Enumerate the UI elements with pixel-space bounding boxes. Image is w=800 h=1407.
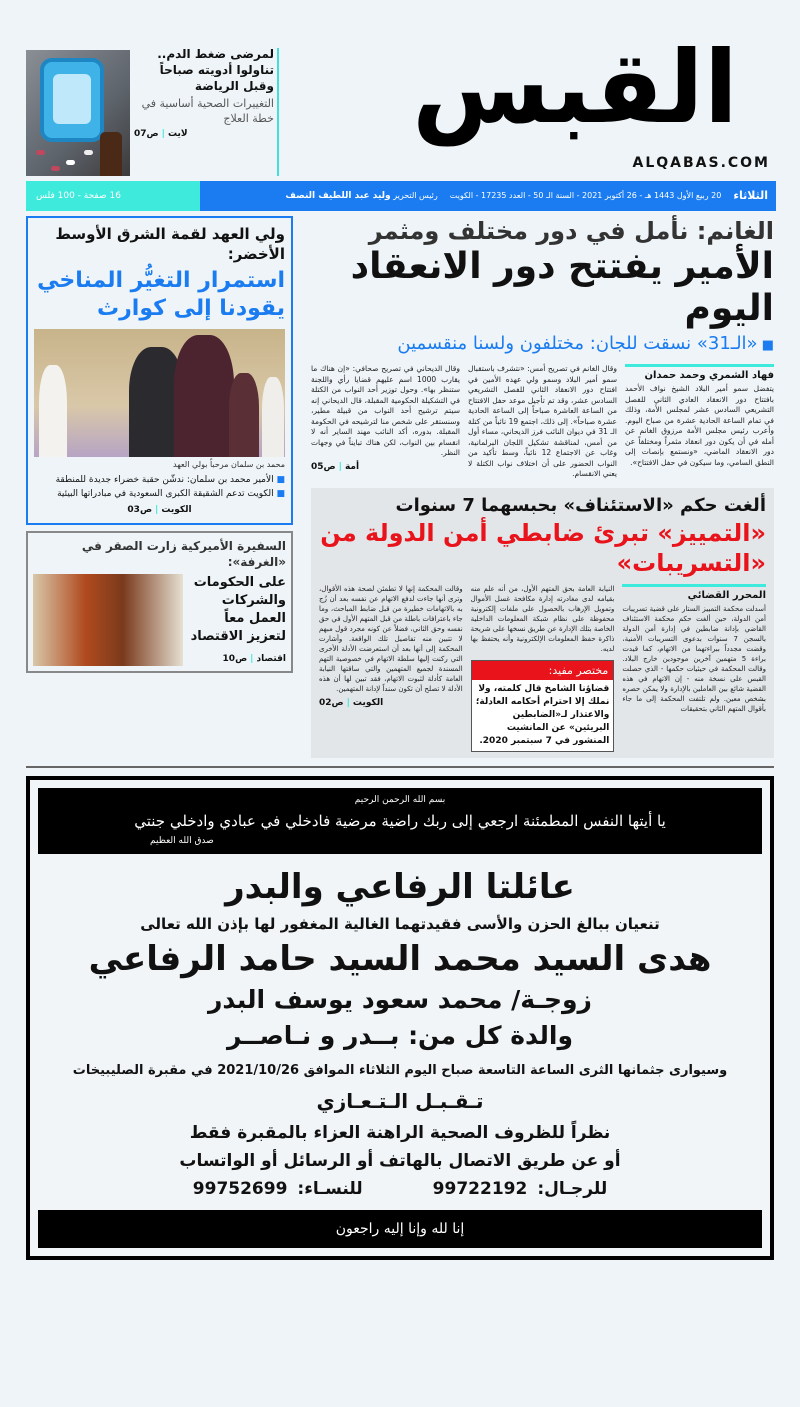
contact-phones <box>38 1178 762 1200</box>
promo-title-3: وقبل الرياضة <box>194 79 274 93</box>
court-page: ص02 <box>318 697 344 708</box>
lead-byline: فهاد الشمري وحمد حمدان <box>625 364 774 382</box>
issue-date: 20 ربيع الأول 1443 هـ - 26 أكتوبر 2021 - السنة الـ 50 - العدد 17235 - الكويت <box>449 191 722 200</box>
section-divider <box>26 766 774 768</box>
court-byline: المحرر القضائي <box>622 584 766 602</box>
closing-verse: إنا لله وإنا إليه راجعون <box>335 1220 465 1237</box>
verse-band <box>38 788 762 854</box>
climate-story[interactable]: ولي العهد لقمة الشرق الأوسط الأخضر: استمرار التغيُّر المناخي يقودنا إلى كوارث محمد بن سلمان مرحباً بولي العهد ■ الأمير محمد بن سلمان: ندشّن حقبة خضراء جديدة للمنطقة ■ الكويت تدعم الشقيقة الكبرى السعودية في مبادراتها البيئية الكويت|ص03 <box>26 216 293 525</box>
lead-headline[interactable]: الأمير يفتتح دور الانعقاد اليوم <box>350 246 774 329</box>
court-story[interactable] <box>311 488 774 758</box>
editor-label: رئيس التحرير <box>393 191 438 200</box>
men-label: للرجـال: <box>537 1178 608 1199</box>
court-headline[interactable]: «التمييز» تبرئ ضابطي أمن الدولة من «التسريبات» <box>320 518 766 577</box>
climate-caption: محمد بن سلمان مرحباً بولي العهد <box>173 460 285 469</box>
brief-box <box>471 660 615 752</box>
climate-bullet-1[interactable]: ■ الأمير محمد بن سلمان: ندشّن حقبة خضراء جديدة للمنطقة <box>34 474 285 486</box>
main-column <box>311 216 774 758</box>
condolences-heading: تـقـبـل الـتـعـازي <box>316 1088 484 1113</box>
burial-info: وسيوارى جثمانها الثرى الساعة التاسعة صباح اليوم الثلاثاء الموافق 2021/10/26 في مقبرة الصليبيخات <box>72 1062 728 1078</box>
lead-section: أمة <box>344 461 360 472</box>
mourn-text: تنعيان ببالغ الحزن والأسى فقيدتهما الغالية المغفور لها بإذن الله تعالى <box>140 914 660 933</box>
men-phone[interactable]: 99722192 <box>432 1178 528 1199</box>
verse-reference: صدق الله العظيم <box>150 835 214 846</box>
brief-text: قضاؤنا الشامخ قال كلمته، ولا نملك إلا احترام أحكامه العادلة؛ والاعتذار لـ«الضابطين البريئين» عن المانشيت المنشور في 7 سبتمبر 2020. <box>475 683 610 746</box>
condolence-note-1: نظراً للظروف الصحية الراهنة العزاء بالمقبرة فقط <box>189 1122 611 1143</box>
women-label: للنسـاء: <box>297 1178 363 1199</box>
site-url[interactable]: ALQABAS.COM <box>632 155 770 171</box>
court-kicker: ألغت حكم «الاستئناف» بحبسهما 7 سنوات <box>395 494 766 516</box>
women-phone[interactable]: 99752699 <box>192 1178 288 1199</box>
climate-section: الكويت <box>161 505 192 515</box>
ambassador-photo[interactable] <box>33 574 183 666</box>
climate-photo[interactable] <box>34 329 285 457</box>
court-column-3: وقالت المحكمة إنها لا تطمئن لصحة هذه الأقوال، وترى أنها جاءت لدفع الاتهام عن نفسه بعد أن زُج به بالاتهامات خطيرة من قبل ضابط المباحث، وما جاء باعترافات باطلة من قبل المتهم الأول في حق نفسه وحق الثاني، فضلاً عن كونه مجرد قول مبهم لا تتبين منه تفاصيل تلك الواقعة. وأشارت المحكمة إلى أنها بعد أن استعرضت الأدلة الأخرى التي ركنت إليها سلطة الاتهام في خصوصية التهم المسندة لجميع المتهمين والتي ساقتها النيابة العامة كأدلة لثبوت الاتهام، فقد تبين لها أن هذه الأدلة لا تصلح أن تكون سنداً لإدانة المتهمين. <box>318 584 463 693</box>
climate-kicker: ولي العهد لقمة الشرق الأوسط الأخضر: <box>55 225 285 263</box>
promo-title-2: تناولوا أدويته صباحاً <box>159 63 274 77</box>
pages-price: 16 صفحة - 100 فلس <box>26 181 200 211</box>
lead-kicker: الغانم: نأمل في دور مختلف ومثمر <box>368 217 774 245</box>
info-bar <box>200 181 776 211</box>
promo-title-1: لمرضى ضغط الدم.. <box>157 47 274 61</box>
left-column <box>26 216 293 673</box>
families: عائلتا الرفاعي والبدر <box>225 866 575 907</box>
basmala: بسم الله الرحمن الرحيم <box>354 794 446 805</box>
promo-page: ص07 <box>134 129 159 139</box>
page-body <box>26 216 774 1260</box>
climate-page: ص03 <box>127 505 153 515</box>
court-columns: المحرر القضائي أسدلت محكمة التمييز الستار على قضية تسريبات أمن الدولة، حين ألغت حكم محكمة الاستئناف القاضي بإدانة ضابطين في إدارة أمن الدولة بالسجن 7 سنوات بدعوى التسريبات الأمنية، وقضت مجدداً ببراءتهما من الاتهام، كما قيدت براءة 5 متهمين آخرين موجودين خارج البلاد. وقالت المحكمة في حيثيات حكمها - الذي حصلت القبس على نسخة منه - إن الاتهام في هذه القضية شائع بين العاملين بالإدارة ولا يمكن حصره بشخص معين. ولم تلتفت المحكمة إلى ما جاء بأقوال المتهم الثاني بتحقيقات النيابة العامة بحق المتهم الأول، من أنه علم منه بقيامه لدى مغادرته إدارة مكافحة غسل الأموال وتمويل الإرهاب بالحصول على ملفات إلكترونية محفوظة على نظام شبكة المعلومات الداخلية الخاصة بتلك الإدارة عن طريق نسخها على شريحة ذاكرة حفظ المعلومات الإلكترونية وأنه يحتفظ بها لديه. مختصر مفيد: قضاؤنا الشامخ قال كلمته، ولا نملك إلا احترام أحكامه العادلة؛ والاعتذار لـ«الضابطين البريئين» عن المانشيت المنشور في 7 سبتمبر 2020. وقالت المحكمة إنها لا تطمئن لصحة هذه الأقوال، وترى أنها جاءت لدفع الاتهام عن نفسه بعد أن زُج به بالاتهامات خطيرة من قبل ضابط المباحث، وما جاء باعترافات باطلة من قبل المتهم الأول في حق نفسه وحق الثاني، فضلاً عن كونه مجرد قول مبهم لا تتبين منه تفاصيل تلك الواقعة. وأشارت المحكمة إلى أنها بعد أن استعرضت الأدلة الأخرى التي ركنت إليها سلطة الاتهام في خصوصية التهم المسندة لجميع المتهمين والتي ساقتها النيابة العامة كأدلة لثبوت الاتهام، فقد تبين لها أن هذه الأدلة لا تصلح أن تكون سنداً لإدانة المتهمين. الكويت|ص02 <box>319 584 766 752</box>
climate-headline[interactable]: استمرار التغيُّر المناخي يقودنا إلى كوارث <box>37 268 285 321</box>
lead-columns: فهاد الشمري وحمد حمدان يتفضل سمو أمير البلاد الشيخ نواف الأحمد بافتتاح دور الانعقاد العادي الثاني للفصل التشريعي السادس عشر لمجلس الأمة، وذلك في تمام الساعة الحادية عشرة من صباح اليوم. وأعرب رئيس مجلس الأمة مرزوق الغانم عن أمله في أن يكون دور انعقاد مثمراً ومختلفاً عن دور الانعقاد الماضي، «ونستمع بإنصات إلى النطق السامي، وما سيكون في حفل الافتتاح». وقال الغانم في تصريح أمس: «نتشرف باستقبال سمو أمير البلاد وسمو ولي عهده الأمين في افتتاح دور الانعقاد الثاني للفصل التشريعي السادس عشر، وقد تم تأجيل موعد حفل الافتتاح من الساعة العاشرة صباحاً إلى الساعة الحادية عشرة صباحاً». إلى ذلك، اجتمع 19 نائباً من كتلة الـ 31 في ديوان النائب فرز الديحاني، مساء أول من أمس، لمناقشة تشكيل اللجان البرلمانية، وغاب عن الاجتماع 12 نائباً، وسط تأكيد من النواب الحضور على أن اختلاف نواب الكتلة لا يعني الانقسام. وقال الديحاني في تصريح صحافي: «إن هناك ما يقارب 1000 اسم عليهم قضايا رأي واللجنة ستنظر بها». وحول توزير أحد النواب من الكتلة في التشكيلة الحكومية المقبلة، قال الديحاني إنه سيتم ترشيح أحد النواب من قبيلة مطير، وسنستقر على شخص منا لترشيحه في الحكومة المقبلة. بدوره، أكد النائب مهند الساير أنه لا انقسام بين النواب، لكن هناك تبايناً في وجهات النظر. أمة|ص05 <box>311 364 774 478</box>
deceased-name: هدى السيد محمد السيد حامد الرفاعي <box>88 938 712 979</box>
wife-of: زوجـة/ محمد سعود يوسف البدر <box>208 984 592 1014</box>
lead-column-1: يتفضل سمو أمير البلاد الشيخ نواف الأحمد بافتتاح دور الانعقاد العادي الثاني للفصل التشريعي السادس عشر لمجلس الأمة، وذلك في تمام الساعة الحادية عشرة من صباح اليوم. وأعرب رئيس مجلس الأمة مرزوق الغانم عن أمله في أن يكون دور انعقاد مثمراً ومختلفاً عن دور الانعقاد الماضي، «ونستمع بإنصات إلى النطق السامي، وما سيكون في حفل الافتتاح». <box>625 384 774 467</box>
alqabas-logo[interactable]: القبس <box>412 29 738 146</box>
ambassador-kicker: السفيرة الأميركية زارت الصقر في «الغرفة»: <box>81 539 286 569</box>
ambassador-section: اقتصاد <box>256 654 286 664</box>
lead-subhead-text: «الـ31» نسقت للجان: مختلفون ولسنا منقسمين <box>397 333 758 354</box>
ambassador-page: ص10 <box>222 654 248 664</box>
lead-column-2: وقال الغانم في تصريح أمس: «نتشرف باستقبال سمو أمير البلاد وسمو ولي عهده الأمين في افتتاح دور الانعقاد الثاني للفصل التشريعي السادس عشر، وقد تم تأجيل موعد حفل الافتتاح من الساعة العاشرة صباحاً إلى الساعة الحادية عشرة صباحاً». إلى ذلك، اجتمع 19 نائباً من كتلة الـ 31 في ديوان النائب فرز الديحاني، مساء أول من أمس، لمناقشة تشكيل اللجان البرلمانية، وغاب عن الاجتماع 12 نائباً، وسط تأكيد من النواب الحضور على أن اختلاف نواب الكتلة لا يعني الانقسام. <box>468 364 618 478</box>
promo-image-clock-pills[interactable] <box>26 50 130 176</box>
lead-subhead[interactable]: ■ «الـ31» نسقت للجان: مختلفون ولسنا منقسمين <box>397 333 774 354</box>
issue-day: الثلاثاء <box>733 189 768 202</box>
promo-teaser[interactable]: لمرضى ضغط الدم.. تناولوا أدويته صباحاً وقبل الرياضة التغييرات الصحية أساسية في خطة العلاج لايت|ص07 <box>134 47 274 139</box>
editor-name: وليد عبد اللطيف النصف <box>285 191 391 201</box>
ambassador-story[interactable]: السفيرة الأميركية زارت الصقر في «الغرفة»: على الحكومات والشركات العمل معاً لتعزيز الاقتصاد اقتصاد|ص10 <box>26 531 293 673</box>
court-section: الكويت <box>352 697 384 708</box>
quran-verse: يا أيتها النفس المطمئنة ارجعي إلى ربك راضية مرضية فادخلي في عبادي وادخلي جنتي <box>134 811 666 830</box>
lead-page: ص05 <box>311 461 336 472</box>
climate-bullet-2[interactable]: ■ الكويت تدعم الشقيقة الكبرى السعودية في مبادراتها البيئية <box>34 488 285 500</box>
divider <box>277 48 279 176</box>
court-column-2: النيابة العامة بحق المتهم الأول، من أنه علم منه بقيامه لدى مغادرته إدارة مكافحة غسل الأموال وتمويل الإرهاب بالحصول على ملفات إلكترونية محفوظة على نظام شبكة المعلومات الداخلية الخاصة بتلك الإدارة عن طريق نسخها على شريحة ذاكرة حفظ المعلومات الإلكترونية وأنه يحتفظ بها لديه. <box>470 584 615 653</box>
promo-bullet: التغييرات الصحية أساسية في خطة العلاج <box>141 97 274 125</box>
court-column-1: أسدلت محكمة التمييز الستار على قضية تسريبات أمن الدولة، حين ألغت حكم محكمة الاستئناف القاضي بإدانة ضابطين في إدارة أمن الدولة بالسجن 7 سنوات بدعوى التسريبات الأمنية، وقضت مجدداً ببراءتهما من الاتهام، كما قيدت براءة 5 متهمين آخرين موجودين خارج البلاد. وقالت المحكمة في حيثيات حكمها - الذي حصلت القبس على نسخة منه - إن الاتهام في هذه القضية شائع بين العاملين بالإدارة ولا يمكن حصره بشخص معين. ولم تلتفت المحكمة إلى ما جاء بأقوال المتهم الثاني بتحقيقات <box>622 604 766 713</box>
lead-column-3: وقال الديحاني في تصريح صحافي: «إن هناك ما يقارب 1000 اسم عليهم قضايا رأي واللجنة ستنظر بها». وحول توزير أحد النواب من الكتلة في التشكيلة الحكومية المقبلة، قال الديحاني إنه سيتم ترشيح أحد النواب من قبيلة مطير، وسنستقر على شخص منا لترشيحه في الحكومة المقبلة. بدوره، أكد النائب مهند الساير أنه لا انقسام بين النواب، لكن هناك تبايناً في وجهات النظر. <box>311 364 461 457</box>
promo-section: لايت <box>167 129 188 139</box>
closing-band <box>38 1210 762 1248</box>
mother-of: والدة كل من: بــدر و نـاصــر <box>226 1020 573 1050</box>
obituary-ad[interactable] <box>26 776 774 1260</box>
ambassador-headline[interactable]: على الحكومات والشركات العمل معاً لتعزيز الاقتصاد <box>190 575 286 644</box>
condolence-note-2: أو عن طريق الاتصال بالهاتف أو الرسائل أو الواتساب <box>179 1150 621 1171</box>
brief-label: مختصر مفيد: <box>472 661 614 680</box>
